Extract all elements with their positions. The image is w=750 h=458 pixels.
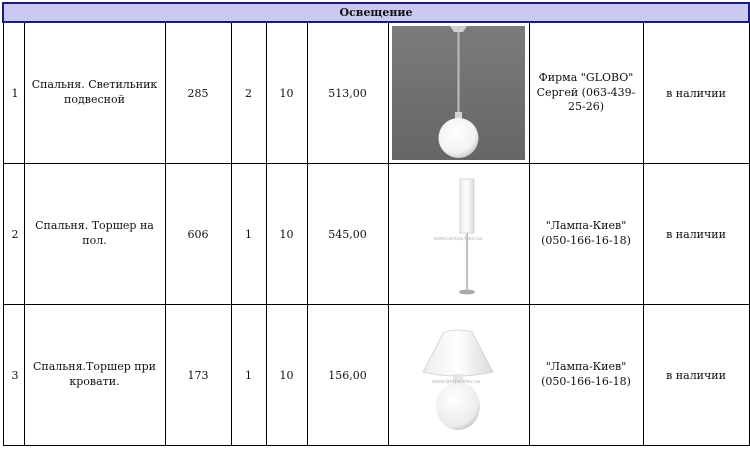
lighting-table: [2, 2, 750, 446]
item-price: 513,00: [307, 22, 388, 164]
item-photo-cell: [388, 164, 529, 305]
stock-status: в наличии: [643, 164, 749, 305]
row-number: 2: [3, 164, 24, 305]
item-photo-cell: [388, 22, 529, 164]
stock-status: в наличии: [643, 22, 749, 164]
section-header: Освещение: [3, 3, 749, 22]
supplier-info: "Лампа-Киев" (050-166-16-18): [529, 305, 643, 446]
row-number: 3: [3, 305, 24, 446]
item-code: 285: [165, 22, 231, 164]
item-name: Спальня.Торшер при кровати.: [24, 305, 165, 446]
pendant-lamp-icon: [392, 26, 525, 160]
item-percent: 10: [266, 22, 307, 164]
item-price: 545,00: [307, 164, 388, 305]
floor-lamp-icon: [392, 167, 525, 301]
item-quantity: 1: [231, 164, 266, 305]
item-photo-cell: [388, 305, 529, 446]
stock-status: в наличии: [643, 305, 749, 446]
item-name: Спальня. Торшер на пол.: [24, 164, 165, 305]
photo-watermark: www.lampa.kiev.ua: [431, 379, 481, 385]
photo-watermark: www.lampa.kiev.ua: [433, 236, 483, 242]
table-row: [3, 164, 749, 305]
lighting-table-sheet: [2, 2, 748, 456]
table-row: [3, 22, 749, 164]
item-code: 173: [165, 305, 231, 446]
table-row: [3, 305, 749, 446]
supplier-info: "Лампа-Киев" (050-166-16-18): [529, 164, 643, 305]
item-name: Спальня. Светильник подвесной: [24, 22, 165, 164]
supplier-info: Фирма "GLOBO" Сергей (063-439-25-26): [529, 22, 643, 164]
item-percent: 10: [266, 305, 307, 446]
item-quantity: 1: [231, 305, 266, 446]
item-price: 156,00: [307, 305, 388, 446]
item-code: 606: [165, 164, 231, 305]
item-quantity: 2: [231, 22, 266, 164]
row-number: 1: [3, 22, 24, 164]
table-lamp-icon: [392, 308, 525, 442]
item-percent: 10: [266, 164, 307, 305]
